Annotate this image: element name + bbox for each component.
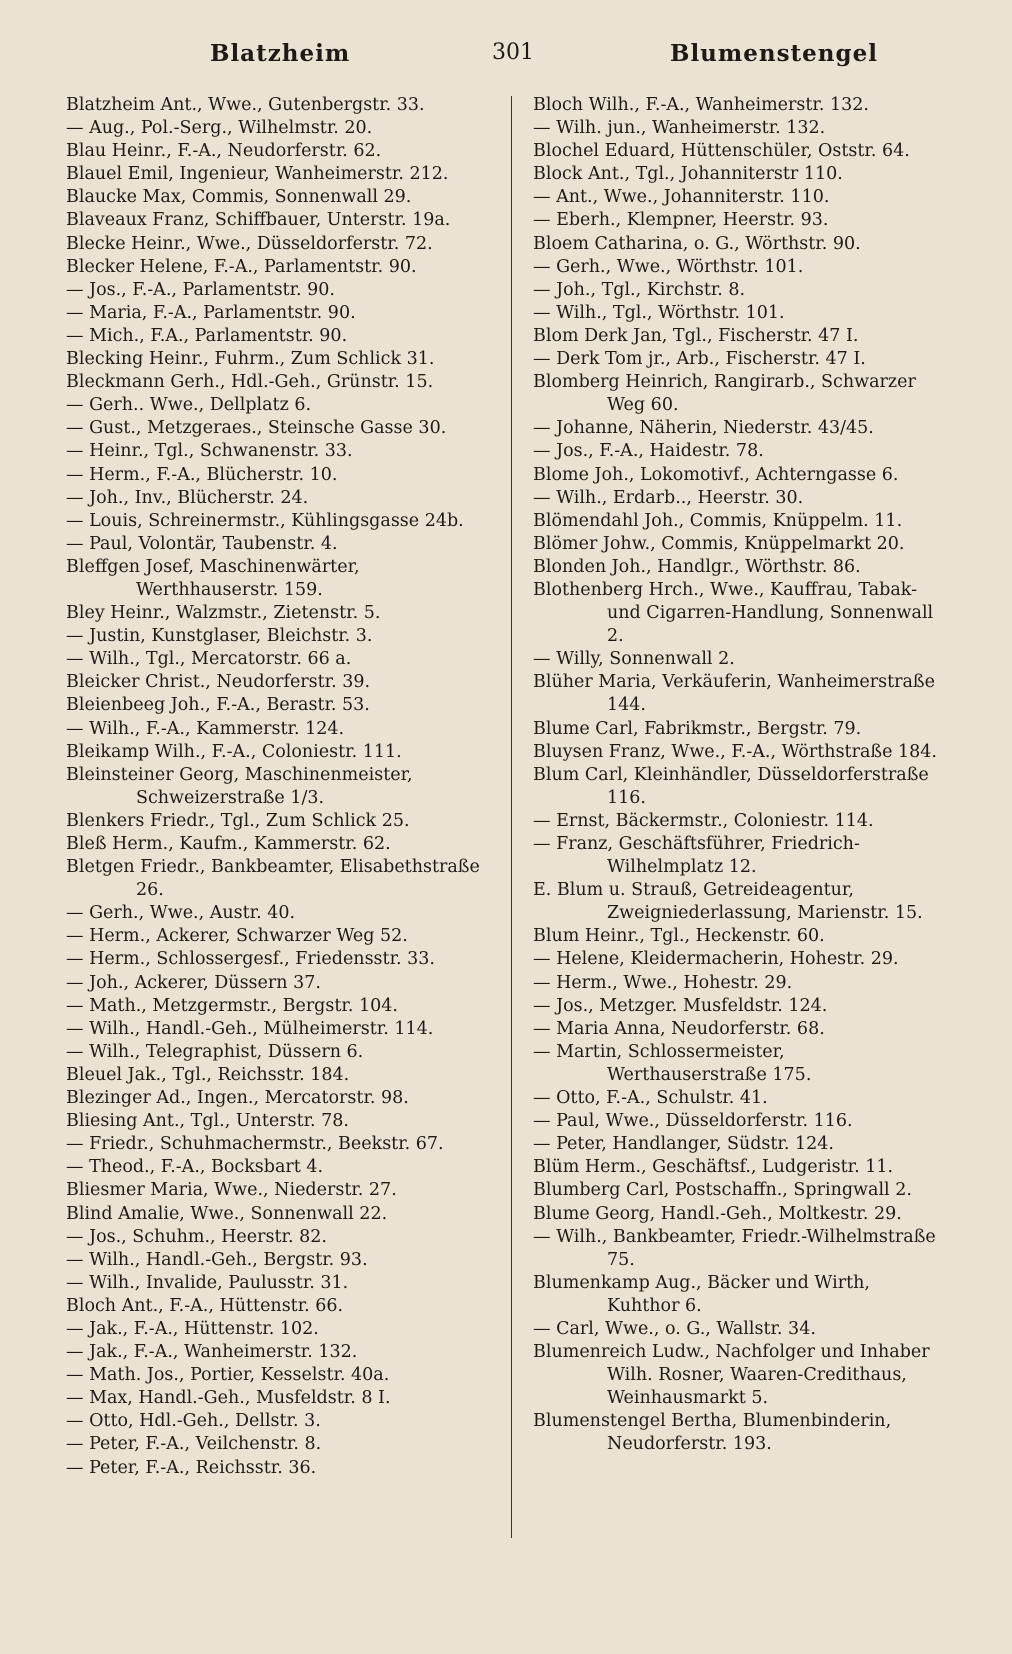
- header-last-entry: Blumenstengel: [670, 40, 878, 67]
- directory-entry: — Willy, Sonnenwall 2.: [533, 649, 735, 670]
- directory-entry: — Eberh., Klempner, Heerstr. 93.: [533, 210, 829, 231]
- directory-entry: Bleß Herm., Kaufm., Kammerstr. 62.: [66, 834, 391, 854]
- directory-entry: — Helene, Kleidermacherin, Hohestr. 29.: [533, 949, 899, 970]
- directory-entry: — Wilh. jun., Wanheimerstr. 132.: [533, 118, 826, 139]
- directory-entry: E. Blum u. Strauß, Getreideagentur, Zweigniederlassung, Marienstr. 15.: [533, 880, 923, 924]
- directory-entry: — Joh., Tgl., Kirchstr. 8.: [533, 279, 746, 300]
- directory-entry: — Wilh., Erdarb.., Heerstr. 30.: [533, 487, 804, 508]
- directory-entry: — Franz, Geschäftsführer, Friedrich-Wilhelmplatz 12.: [533, 834, 860, 878]
- directory-entry: — Math., Metzgermstr., Bergstr. 104.: [66, 995, 398, 1016]
- header-first-entry: Blatzheim: [210, 40, 351, 67]
- directory-entry: — Jak., F.-A., Wanheimerstr. 132.: [66, 1342, 358, 1363]
- directory-entry: — Herm., Schlossergesf., Friedensstr. 33.: [66, 949, 435, 970]
- directory-entry: Bletgen Friedr., Bankbeamter, Elisabethstraße 26.: [66, 857, 480, 901]
- directory-entry: — Wilh., Invalide, Paulusstr. 31.: [66, 1272, 349, 1293]
- directory-entry: Blömer Johw., Commis, Knüppelmarkt 20.: [533, 533, 905, 554]
- directory-entry: — Jos., F.-A., Parlamentstr. 90.: [66, 279, 335, 300]
- directory-entry: Blau Heinr., F.-A., Neudorferstr. 62.: [66, 141, 382, 162]
- directory-entry: Bloch Wilh., F.-A., Wanheimerstr. 132.: [533, 95, 869, 115]
- directory-entry: — Peter, Handlanger, Südstr. 124.: [533, 1134, 834, 1155]
- directory-entry: — Wilh., Handl.-Geh., Mülheimerstr. 114.: [66, 1018, 434, 1039]
- directory-entry: Blatzheim Ant., Wwe., Gutenbergstr. 33.: [66, 95, 425, 115]
- right-column: [533, 94, 945, 1457]
- directory-entry: Blumenreich Ludw., Nachfolger und Inhaber Wilh. Rosner, Waaren-Credithaus, Weinhausmarkt 5.: [533, 1342, 930, 1409]
- directory-entry: — Wilh., Telegraphist, Düssern 6.: [66, 1041, 364, 1062]
- left-column: [66, 94, 504, 1480]
- directory-entry: Bley Heinr., Walzmstr., Zietenstr. 5.: [66, 603, 381, 624]
- directory-entry: — Herm., Wwe., Hohestr. 29.: [533, 972, 793, 993]
- directory-entry: Blumenkamp Aug., Bäcker und Wirth, Kuhthor 6.: [533, 1272, 870, 1316]
- directory-entry: Blume Georg, Handl.-Geh., Moltkestr. 29.: [533, 1203, 902, 1224]
- directory-entry: Blezinger Ad., Ingen., Mercatorstr. 98.: [66, 1088, 409, 1109]
- directory-entry: Blüm Herm., Geschäftsf., Ludgeristr. 11.: [533, 1157, 894, 1178]
- directory-entry: — Peter, F.-A., Reichsstr. 36.: [66, 1457, 317, 1478]
- directory-entry: Blömendahl Joh., Commis, Knüppelm. 11.: [533, 510, 903, 531]
- directory-entry: Bleienbeeg Joh., F.-A., Berastr. 53.: [66, 695, 370, 716]
- directory-entry: — Max, Handl.-Geh., Musfeldstr. 8 I.: [66, 1388, 391, 1409]
- directory-entry: — Paul, Volontär, Taubenstr. 4.: [66, 533, 338, 554]
- directory-entry: Blome Joh., Lokomotivf., Achterngasse 6.: [533, 464, 899, 485]
- directory-entry: — Johanne, Näherin, Niederstr. 43/45.: [533, 418, 874, 439]
- directory-entry: Block Ant., Tgl., Johanniterstr 110.: [533, 164, 843, 185]
- directory-entry: — Gerh.. Wwe., Dellplatz 6.: [66, 395, 312, 416]
- directory-entry: — Derk Tom jr., Arb., Fischerstr. 47 I.: [533, 349, 866, 370]
- directory-entry: Blonden Joh., Handlgr., Wörthstr. 86.: [533, 556, 861, 577]
- directory-entry: Blume Carl, Fabrikmstr., Bergstr. 79.: [533, 718, 862, 739]
- directory-entry: — Louis, Schreinermstr., Kühlingsgasse 24b.: [66, 510, 464, 531]
- directory-entry: — Justin, Kunstglaser, Bleichstr. 3.: [66, 626, 373, 647]
- directory-entry: Blaveaux Franz, Schiffbauer, Unterstr. 19a.: [66, 210, 451, 231]
- directory-entry: Bleikamp Wilh., F.-A., Coloniestr. 111.: [66, 741, 402, 762]
- directory-entry: — Wilh., Bankbeamter, Friedr.-Wilhelmstraße 75.: [533, 1226, 936, 1270]
- directory-entry: Blaucke Max, Commis, Sonnenwall 29.: [66, 187, 412, 208]
- directory-entry: — Maria, F.-A., Parlamentstr. 90.: [66, 302, 356, 323]
- directory-entry: Blothenberg Hrch., Wwe., Kauffrau, Tabak- und Cigarren-Handlung, Sonnenwall 2.: [533, 579, 934, 647]
- directory-entry: Bliesmer Maria, Wwe., Niederstr. 27.: [66, 1180, 397, 1201]
- directory-entry: — Otto, F.-A., Schulstr. 41.: [533, 1088, 768, 1109]
- directory-entry: Blecke Heinr., Wwe., Düsseldorferstr. 72.: [66, 233, 433, 254]
- directory-entry: Bliesing Ant., Tgl., Unterstr. 78.: [66, 1111, 349, 1132]
- directory-entry: — Herm., Ackerer, Schwarzer Weg 52.: [66, 926, 408, 947]
- directory-entry: Bleicker Christ., Neudorferstr. 39.: [66, 672, 371, 693]
- directory-entry: Bleffgen Josef, Maschinenwärter, Werthhauserstr. 159.: [66, 556, 360, 600]
- directory-entry: Blum Carl, Kleinhändler, Düsseldorferstraße 116.: [533, 764, 929, 808]
- directory-entry: Blauel Emil, Ingenieur, Wanheimerstr. 212.: [66, 164, 449, 185]
- directory-entry: Blomberg Heinrich, Rangirarb., Schwarzer Weg 60.: [533, 372, 916, 416]
- directory-entry: Blecking Heinr., Fuhrm., Zum Schlick 31.: [66, 349, 435, 370]
- directory-entry: Blecker Helene, F.-A., Parlamentstr. 90.: [66, 256, 417, 277]
- page-number: 301: [492, 40, 534, 65]
- directory-entry: Bloem Catharina, o. G., Wörthstr. 90.: [533, 233, 861, 254]
- directory-entry: — Heinr., Tgl., Schwanenstr. 33.: [66, 441, 353, 462]
- directory-entry: Bleuel Jak., Tgl., Reichsstr. 184.: [66, 1064, 350, 1085]
- directory-entry: Blum Heinr., Tgl., Heckenstr. 60.: [533, 926, 825, 947]
- directory-entry: — Otto, Hdl.-Geh., Dellstr. 3.: [66, 1411, 321, 1432]
- directory-entry: — Theod., F.-A., Bocksbart 4.: [66, 1157, 324, 1178]
- directory-entry: — Jak., F.-A., Hüttenstr. 102.: [66, 1318, 319, 1339]
- directory-entry: — Aug., Pol.-Serg., Wilhelmstr. 20.: [66, 118, 373, 139]
- directory-entry: — Friedr., Schuhmachermstr., Beekstr. 67.: [66, 1134, 444, 1155]
- directory-entry: — Herm., F.-A., Blücherstr. 10.: [66, 464, 338, 485]
- directory-entry: — Gust., Metzgeraes., Steinsche Gasse 30.: [66, 418, 447, 439]
- directory-entry: — Jos., F.-A., Haidestr. 78.: [533, 441, 764, 462]
- directory-entry: — Joh., Ackerer, Düssern 37.: [66, 972, 321, 993]
- directory-entry: — Ant., Wwe., Johanniterstr. 110.: [533, 187, 830, 208]
- directory-entry: — Carl, Wwe., o. G., Wallstr. 34.: [533, 1318, 816, 1339]
- directory-entry: — Wilh., Tgl., Mercatorstr. 66 a.: [66, 649, 352, 670]
- directory-entry: — Peter, F.-A., Veilchenstr. 8.: [66, 1434, 322, 1455]
- directory-entry: — Jos., Schuhm., Heerstr. 82.: [66, 1226, 327, 1247]
- directory-entry: — Ernst, Bäckermstr., Coloniestr. 114.: [533, 810, 874, 831]
- directory-entry: — Maria Anna, Neudorferstr. 68.: [533, 1018, 825, 1039]
- directory-entry: Blochel Eduard, Hüttenschüler, Oststr. 64.: [533, 141, 910, 162]
- directory-entry: — Paul, Wwe., Düsseldorferstr. 116.: [533, 1111, 853, 1132]
- directory-entry: Blumenstengel Bertha, Blumenbinderin, Neudorferstr. 193.: [533, 1411, 892, 1455]
- directory-entry: — Wilh., F.-A., Kammerstr. 124.: [66, 718, 345, 739]
- directory-entry: — Gerh., Wwe., Austr. 40.: [66, 903, 296, 924]
- directory-entry: Bluysen Franz, Wwe., F.-A., Wörthstraße 184.: [533, 741, 937, 762]
- directory-entry: — Joh., Inv., Blücherstr. 24.: [66, 487, 309, 508]
- directory-entry: Bleinsteiner Georg, Maschinenmeister, Schweizerstraße 1/3.: [66, 764, 413, 808]
- directory-entry: Blenkers Friedr., Tgl., Zum Schlick 25.: [66, 810, 410, 831]
- directory-entry: — Jos., Metzger. Musfeldstr. 124.: [533, 995, 828, 1016]
- directory-entry: — Gerh., Wwe., Wörthstr. 101.: [533, 256, 804, 277]
- directory-entry: — Martin, Schlossermeister, Werthauserstraße 175.: [533, 1041, 812, 1085]
- directory-entry: — Wilh., Handl.-Geh., Bergstr. 93.: [66, 1249, 368, 1270]
- directory-entry: — Mich., F.A., Parlamentstr. 90.: [66, 325, 348, 346]
- directory-entry: Blind Amalie, Wwe., Sonnenwall 22.: [66, 1203, 388, 1224]
- column-divider: [511, 96, 512, 1538]
- directory-entry: — Wilh., Tgl., Wörthstr. 101.: [533, 302, 785, 323]
- directory-entry: Bleckmann Gerh., Hdl.-Geh., Grünstr. 15.: [66, 372, 434, 393]
- directory-entry: Blüher Maria, Verkäuferin, Wanheimerstraße 144.: [533, 672, 935, 716]
- directory-entry: Blumberg Carl, Postschaffn., Springwall 2.: [533, 1180, 912, 1201]
- page-header: [0, 40, 1012, 80]
- directory-entry: — Math. Jos., Portier, Kesselstr. 40a.: [66, 1365, 390, 1386]
- directory-entry: Bloch Ant., F.-A., Hüttenstr. 66.: [66, 1295, 344, 1316]
- directory-entry: Blom Derk Jan, Tgl., Fischerstr. 47 I.: [533, 325, 859, 346]
